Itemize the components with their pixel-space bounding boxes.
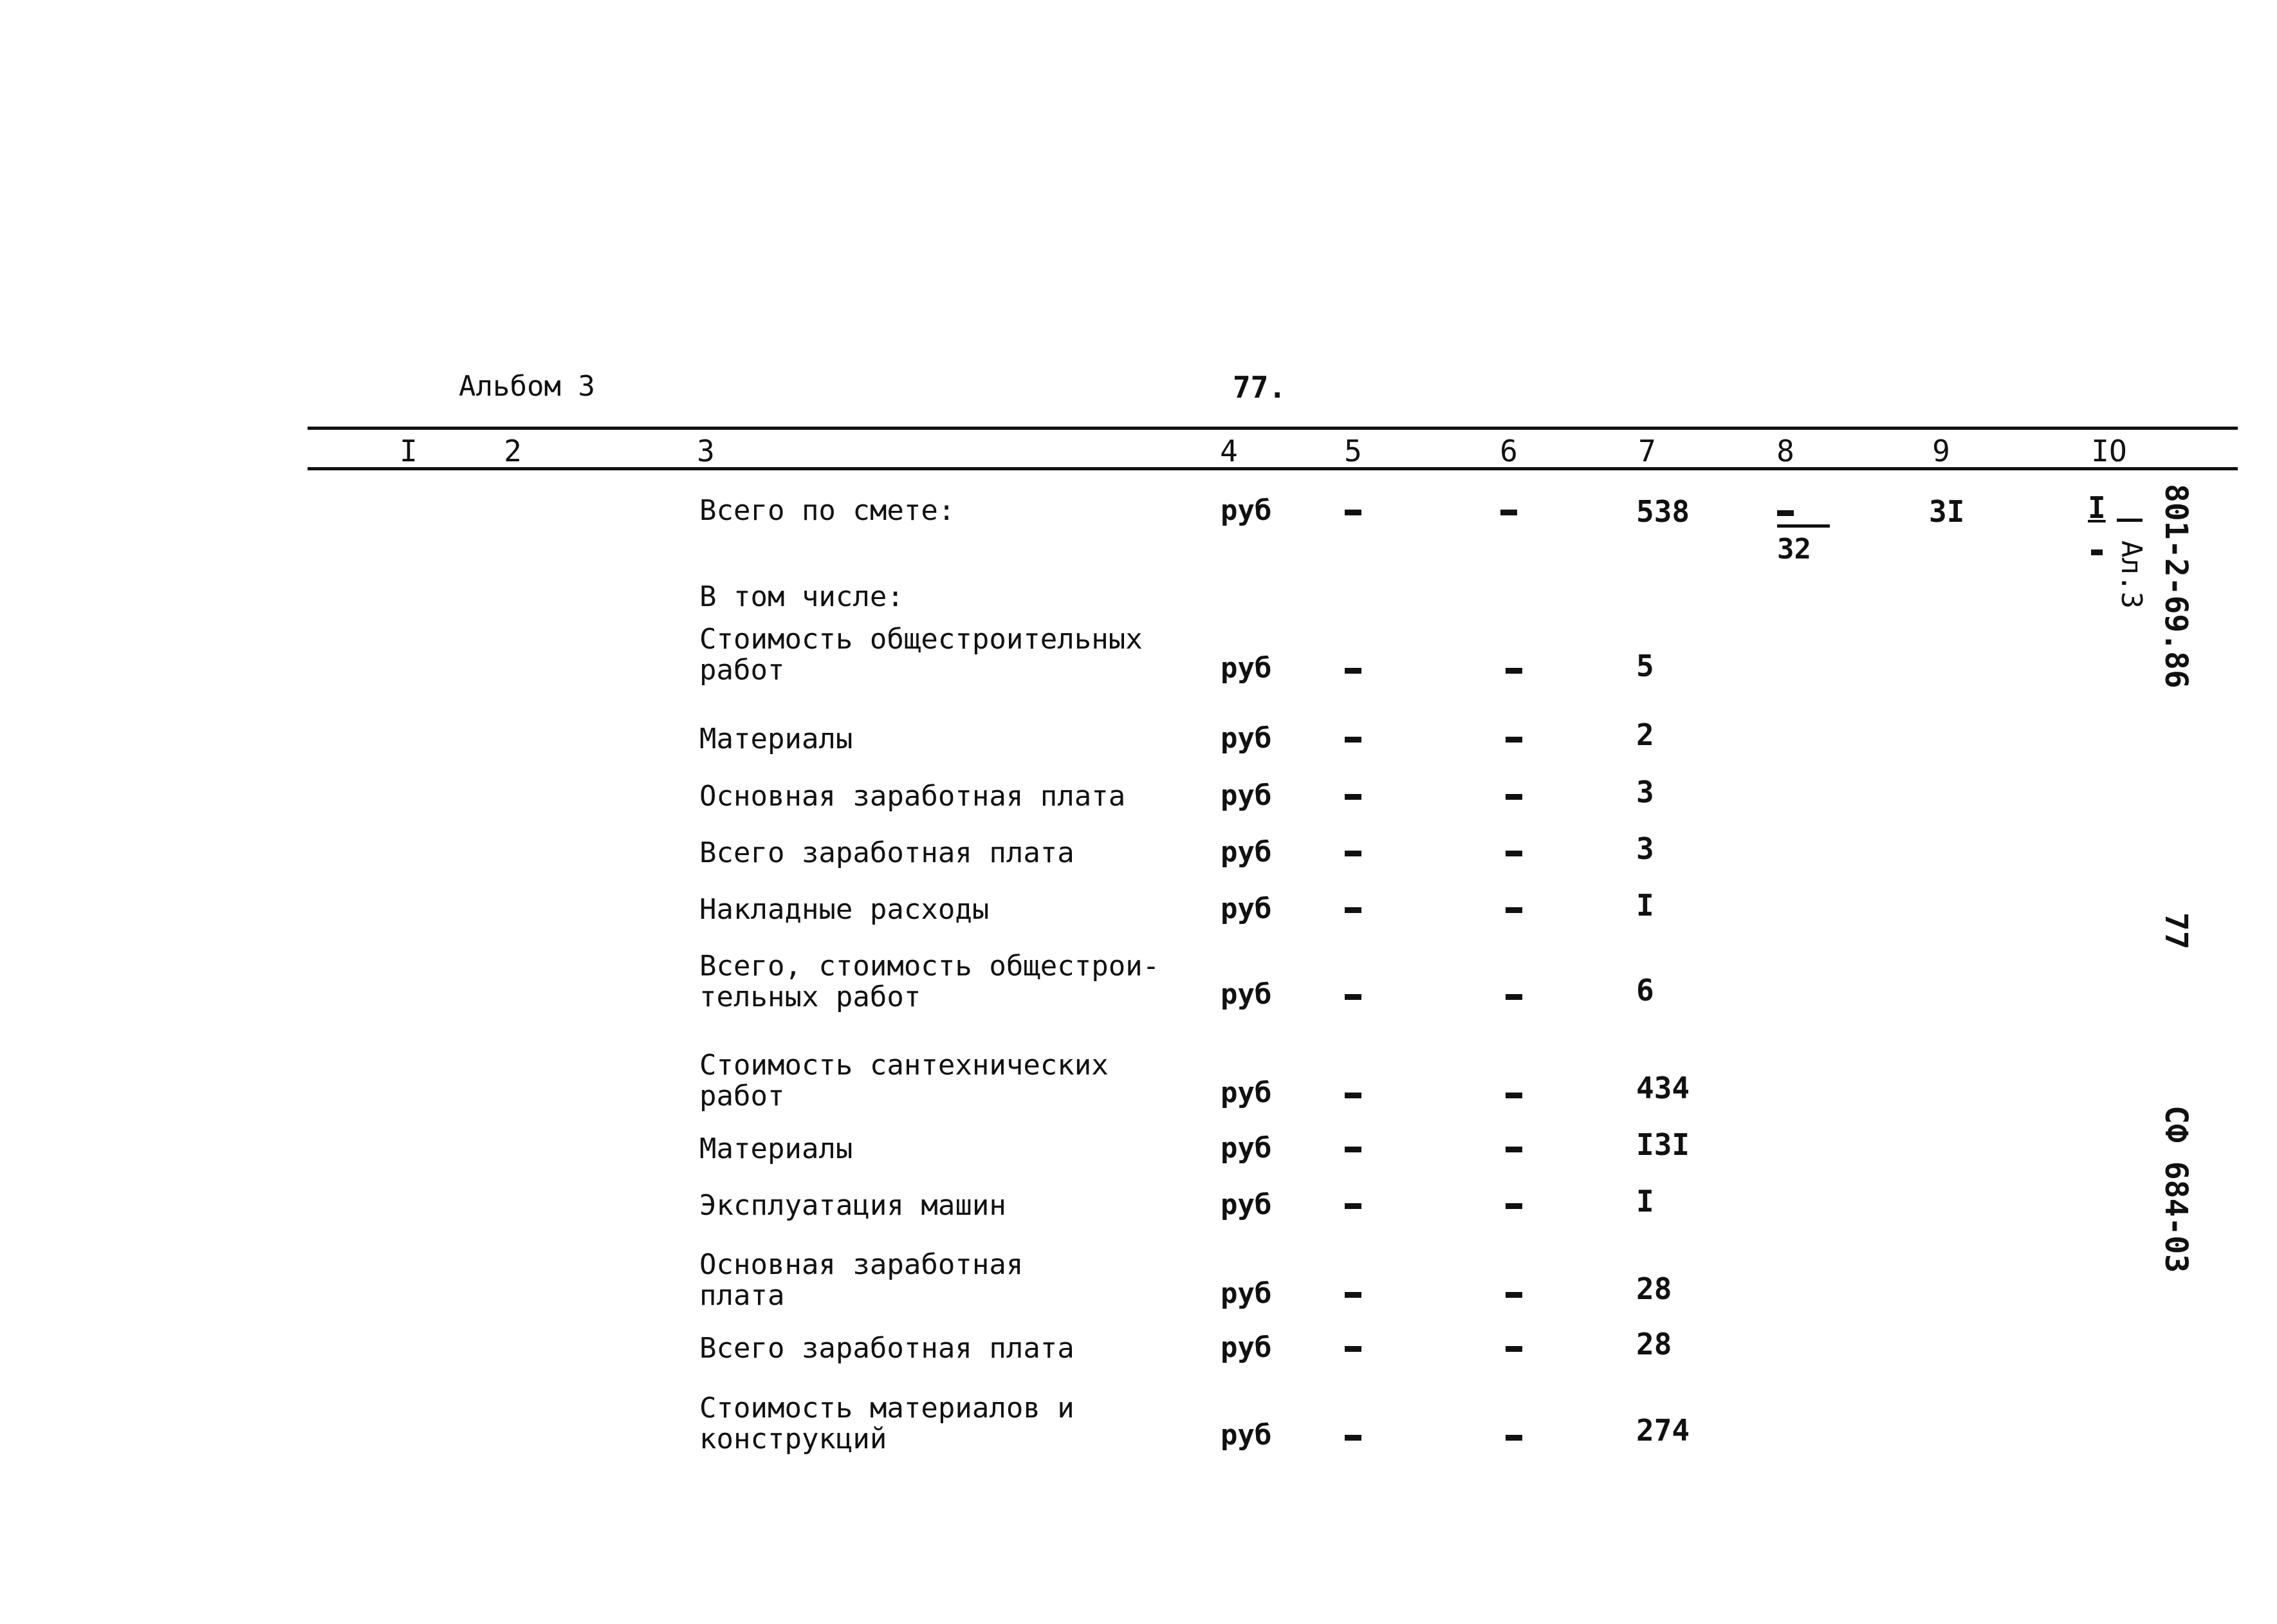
- row-general-works-col5-dash: [1345, 668, 1361, 674]
- row-overhead-unit: руб: [1221, 892, 1272, 925]
- row-total-col10-top: I: [2088, 490, 2106, 525]
- row-total-wage-1-col5-dash: [1345, 851, 1361, 856]
- row-base-wage-2-desc-line1: Основная заработная: [699, 1248, 1024, 1281]
- row-total-col7: 538: [1636, 494, 1690, 529]
- page-number: 77.: [1233, 370, 1287, 405]
- row-base-wage-2-col6-dash: [1506, 1292, 1522, 1298]
- header-top-rule: [308, 427, 2238, 430]
- row-base-wage-1-col5-dash: [1345, 794, 1361, 800]
- row-total-col8-top-dash: [1777, 510, 1794, 516]
- row-materials-2-col7: I3I: [1636, 1127, 1690, 1162]
- row-total-col10-fraction-line: [2117, 519, 2143, 522]
- row-materials-1-col6-dash: [1506, 737, 1522, 743]
- row-total-general-desc-line1: Всего, стоимость общестрои-: [699, 950, 1160, 983]
- row-total-wage-2-col6-dash: [1506, 1346, 1522, 1352]
- row-total-general-col7: 6: [1636, 973, 1654, 1008]
- row-materials-1-unit: руб: [1221, 722, 1272, 755]
- row-base-wage-2-desc: [699, 1250, 1023, 1311]
- col-header-4: 4: [1220, 434, 1238, 468]
- row-materials-constructions-desc: [699, 1393, 1074, 1455]
- row-general-works-desc-line2: работ: [699, 654, 785, 687]
- row-total-wage-1-desc: Всего заработная плата: [699, 836, 1074, 869]
- row-total-wage-2-desc: Всего заработная плата: [699, 1332, 1074, 1365]
- col-header-6: 6: [1500, 434, 1518, 468]
- row-materials-constructions-col6-dash: [1506, 1435, 1522, 1441]
- row-overhead-col7: I: [1636, 888, 1654, 923]
- margin-page-number: 77: [2158, 912, 2194, 950]
- row-total-wage-2-col5-dash: [1345, 1346, 1361, 1352]
- row-total-desc: Всего по смете:: [699, 494, 955, 527]
- row-machines-desc: Эксплуатация машин: [699, 1189, 1006, 1222]
- row-total-general-col6-dash: [1506, 994, 1522, 1000]
- row-base-wage-1-desc: Основная заработная плата: [699, 780, 1126, 813]
- row-materials-constructions-col7: 274: [1636, 1413, 1690, 1448]
- row-total-general-desc: [699, 951, 1159, 1013]
- row-materials-2-col6-dash: [1506, 1147, 1522, 1152]
- row-total-col9: 3I: [1929, 494, 1965, 529]
- margin-album-ref: Ал.3: [2115, 540, 2148, 609]
- row-total-col6-dash: [1500, 510, 1517, 515]
- row-materials-constructions-col5-dash: [1345, 1435, 1361, 1441]
- row-materials-constructions-desc-line1: Стоимость материалов и: [699, 1392, 1074, 1425]
- margin-doc-code: 801-2-69.86: [2158, 484, 2194, 688]
- row-sanitary-col7: 434: [1636, 1071, 1690, 1105]
- row-total-wage-1-unit: руб: [1221, 836, 1272, 869]
- row-total-general-unit: руб: [1221, 978, 1272, 1011]
- row-base-wage-2-unit: руб: [1221, 1277, 1272, 1310]
- row-machines-col7: I: [1636, 1184, 1654, 1219]
- row-machines-col5-dash: [1345, 1203, 1361, 1209]
- col-header-10: IO: [2091, 434, 2127, 468]
- row-total-wage-2-col7: 28: [1636, 1327, 1672, 1361]
- margin-series-code: СФ 684-03: [2158, 1105, 2194, 1273]
- row-total-col10-bottom-dash: [2091, 549, 2103, 555]
- row-materials-2-unit: руб: [1221, 1132, 1272, 1165]
- row-base-wage-1-col7: 3: [1636, 775, 1654, 809]
- row-materials-constructions-unit: руб: [1221, 1419, 1272, 1452]
- row-sanitary-desc-line2: работ: [699, 1080, 785, 1112]
- col-header-3: 3: [697, 434, 715, 468]
- row-overhead-col5-dash: [1345, 907, 1361, 913]
- row-sanitary-desc: [699, 1050, 1109, 1112]
- row-sanitary-desc-line1: Стоимость сантехнических: [699, 1049, 1109, 1082]
- col-header-1: I: [400, 434, 418, 468]
- row-machines-col6-dash: [1506, 1203, 1522, 1209]
- row-total-col8-fraction-line: [1777, 524, 1830, 528]
- row-general-works-desc-line1: Стоимость общестроительных: [699, 623, 1143, 656]
- row-total-col5-dash: [1345, 510, 1361, 515]
- row-total-col8-bottom: 32: [1777, 533, 1811, 566]
- col-header-5: 5: [1344, 434, 1362, 468]
- row-materials-2-col5-dash: [1345, 1147, 1361, 1152]
- row-base-wage-2-desc-line2: плата: [699, 1279, 785, 1312]
- row-overhead-col6-dash: [1506, 907, 1522, 913]
- col-header-9: 9: [1932, 434, 1950, 468]
- row-base-wage-2-col7: 28: [1636, 1271, 1672, 1306]
- row-total-general-desc-line2: тельных работ: [699, 981, 921, 1013]
- album-label: Альбом 3: [459, 370, 595, 403]
- row-materials-2-desc: Материалы: [699, 1132, 853, 1165]
- row-general-works-col7: 5: [1636, 649, 1654, 683]
- row-general-works-unit: руб: [1221, 652, 1272, 685]
- row-base-wage-2-col5-dash: [1345, 1292, 1361, 1298]
- col-header-8: 8: [1776, 434, 1794, 468]
- row-total-wage-1-col6-dash: [1506, 851, 1522, 856]
- row-overhead-desc: Накладные расходы: [699, 893, 990, 926]
- row-materials-1-desc: Материалы: [699, 723, 853, 755]
- row-general-works-desc: [699, 624, 1143, 686]
- row-total-wage-2-unit: руб: [1221, 1331, 1272, 1364]
- row-sanitary-col5-dash: [1345, 1093, 1361, 1098]
- row-materials-1-col7: 2: [1636, 717, 1654, 752]
- row-sanitary-col6-dash: [1506, 1093, 1522, 1098]
- col-header-7: 7: [1638, 434, 1656, 468]
- row-total-unit: руб: [1221, 494, 1272, 527]
- row-total-general-col5-dash: [1345, 994, 1361, 1000]
- row-materials-constructions-desc-line2: конструкций: [699, 1423, 887, 1455]
- row-general-works-col6-dash: [1506, 668, 1522, 674]
- row-machines-unit: руб: [1221, 1188, 1272, 1221]
- row-base-wage-1-unit: руб: [1221, 779, 1272, 812]
- col-header-2: 2: [504, 434, 522, 468]
- row-materials-1-col5-dash: [1345, 737, 1361, 743]
- row-including-desc: В том числе:: [699, 580, 904, 613]
- row-sanitary-unit: руб: [1221, 1076, 1272, 1109]
- row-total-wage-1-col7: 3: [1636, 831, 1654, 866]
- row-base-wage-1-col6-dash: [1506, 794, 1522, 800]
